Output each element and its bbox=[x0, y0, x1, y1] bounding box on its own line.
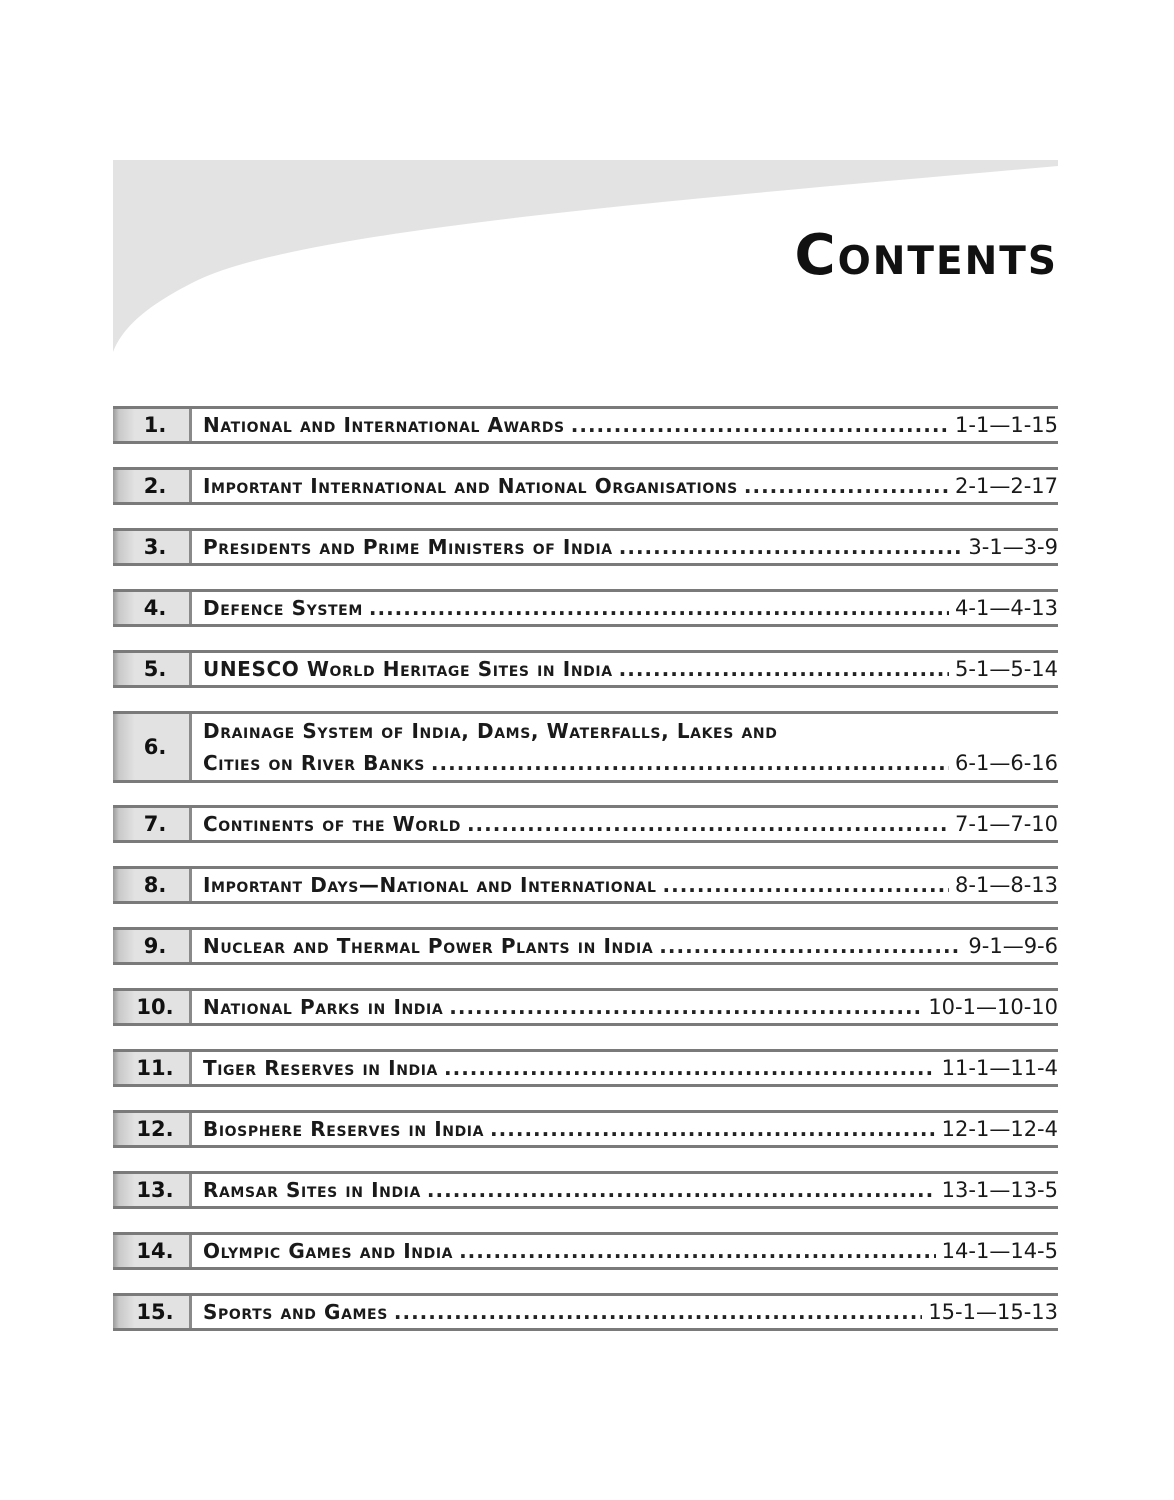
dot-leader bbox=[459, 1239, 936, 1263]
chapter-number: 13. bbox=[136, 1178, 174, 1202]
chapter-title[interactable]: Sports and Games bbox=[203, 1300, 388, 1324]
chapter-number: 15. bbox=[136, 1300, 174, 1324]
toc-entry[interactable] bbox=[113, 988, 1058, 1026]
page-range: 5-1—5-14 bbox=[955, 657, 1058, 681]
toc-entry[interactable] bbox=[113, 1110, 1058, 1148]
toc-entry[interactable] bbox=[113, 1171, 1058, 1209]
chapter-title[interactable]: Tiger Reserves in India bbox=[203, 1056, 438, 1080]
chapter-title[interactable]: Ramsar Sites in India bbox=[203, 1178, 421, 1202]
toc-entry[interactable] bbox=[113, 589, 1058, 627]
toc-entry[interactable] bbox=[113, 1293, 1058, 1331]
page-range: 4-1—4-13 bbox=[955, 596, 1058, 620]
page-range: 9-1—9-6 bbox=[968, 934, 1058, 958]
chapter-number: 2. bbox=[143, 474, 167, 498]
chapter-title[interactable]: Olympic Games and India bbox=[203, 1239, 454, 1263]
page-range: 2-1—2-17 bbox=[955, 474, 1058, 498]
dot-leader bbox=[427, 1178, 936, 1202]
chapter-title[interactable]: Continents of the World bbox=[203, 812, 461, 836]
chapter-number: 10. bbox=[136, 995, 174, 1019]
chapter-number-tab bbox=[113, 991, 192, 1023]
dot-leader bbox=[467, 812, 949, 836]
chapter-number-tab bbox=[113, 409, 192, 441]
toc-entry[interactable] bbox=[113, 711, 1058, 783]
page-range: 12-1—12-4 bbox=[941, 1117, 1058, 1141]
chapter-number-tab bbox=[113, 1174, 192, 1206]
chapter-number-tab bbox=[113, 930, 192, 962]
page-range: 1-1—1-15 bbox=[955, 413, 1058, 437]
page-range: 8-1—8-13 bbox=[955, 873, 1058, 897]
chapter-number: 1. bbox=[143, 413, 167, 437]
chapter-number: 6. bbox=[143, 735, 167, 759]
toc-entry[interactable] bbox=[113, 528, 1058, 566]
chapter-title[interactable]: UNESCO World Heritage Sites in India bbox=[203, 657, 613, 681]
chapter-number: 12. bbox=[136, 1117, 174, 1141]
dot-leader bbox=[619, 535, 963, 559]
toc-entry[interactable] bbox=[113, 927, 1058, 965]
toc-entry[interactable] bbox=[113, 1232, 1058, 1270]
chapter-number: 9. bbox=[143, 934, 167, 958]
dot-leader bbox=[744, 474, 949, 498]
dot-leader bbox=[449, 995, 922, 1019]
toc-entry[interactable] bbox=[113, 406, 1058, 444]
page-range: 15-1—15-13 bbox=[928, 1300, 1058, 1324]
page-title: Contents bbox=[794, 223, 1058, 288]
dot-leader bbox=[490, 1117, 936, 1141]
toc-entry[interactable] bbox=[113, 866, 1058, 904]
chapter-title[interactable]: Defence System bbox=[203, 596, 363, 620]
page-range: 13-1—13-5 bbox=[941, 1178, 1058, 1202]
chapter-title[interactable]: Important International and National Organisations bbox=[203, 474, 738, 498]
toc-entry[interactable] bbox=[113, 805, 1058, 843]
dot-leader bbox=[663, 873, 950, 897]
chapter-number: 5. bbox=[143, 657, 167, 681]
chapter-title-line-1[interactable]: Drainage System of India, Dams, Waterfalls, Lakes and bbox=[203, 719, 778, 743]
chapter-number: 7. bbox=[143, 812, 167, 836]
chapter-number-tab bbox=[113, 869, 192, 901]
chapter-title[interactable]: National and International Awards bbox=[203, 413, 565, 437]
chapter-number-tab bbox=[113, 808, 192, 840]
chapter-number-tab bbox=[113, 1296, 192, 1328]
page-range: 10-1—10-10 bbox=[928, 995, 1058, 1019]
chapter-number-tab bbox=[113, 470, 192, 502]
chapter-number-tab bbox=[113, 1235, 192, 1267]
chapter-number: 8. bbox=[143, 873, 167, 897]
chapter-title[interactable]: Presidents and Prime Ministers of India bbox=[203, 535, 613, 559]
page-range: 6-1—6-16 bbox=[955, 751, 1058, 775]
chapter-number: 14. bbox=[136, 1239, 174, 1263]
chapter-title[interactable]: Important Days—National and International bbox=[203, 873, 657, 897]
chapter-number-tab bbox=[113, 1052, 192, 1084]
chapter-number-tab bbox=[113, 1113, 192, 1145]
page-range: 14-1—14-5 bbox=[941, 1239, 1058, 1263]
page-range: 11-1—11-4 bbox=[941, 1056, 1058, 1080]
chapter-title[interactable]: Biosphere Reserves in India bbox=[203, 1117, 485, 1141]
dot-leader bbox=[369, 596, 949, 620]
chapter-number: 3. bbox=[143, 535, 167, 559]
chapter-title-line-2[interactable]: Cities on River Banks bbox=[203, 751, 425, 775]
page-range: 3-1—3-9 bbox=[968, 535, 1058, 559]
chapter-number-tab bbox=[113, 592, 192, 624]
dot-leader bbox=[619, 657, 949, 681]
chapter-number-tab bbox=[113, 653, 192, 685]
chapter-title[interactable]: Nuclear and Thermal Power Plants in India bbox=[203, 934, 654, 958]
dot-leader bbox=[394, 1300, 922, 1324]
chapter-title[interactable]: National Parks in India bbox=[203, 995, 444, 1019]
toc-entry[interactable] bbox=[113, 650, 1058, 688]
toc-entry[interactable] bbox=[113, 467, 1058, 505]
table-of-contents bbox=[113, 406, 1058, 1354]
dot-leader bbox=[431, 751, 949, 775]
toc-entry[interactable] bbox=[113, 1049, 1058, 1087]
dot-leader bbox=[571, 413, 949, 437]
chapter-number: 4. bbox=[143, 596, 167, 620]
chapter-number-tab bbox=[113, 714, 192, 780]
chapter-number-tab bbox=[113, 531, 192, 563]
page-range: 7-1—7-10 bbox=[955, 812, 1058, 836]
dot-leader bbox=[444, 1056, 936, 1080]
chapter-number: 11. bbox=[136, 1056, 174, 1080]
dot-leader bbox=[659, 934, 962, 958]
